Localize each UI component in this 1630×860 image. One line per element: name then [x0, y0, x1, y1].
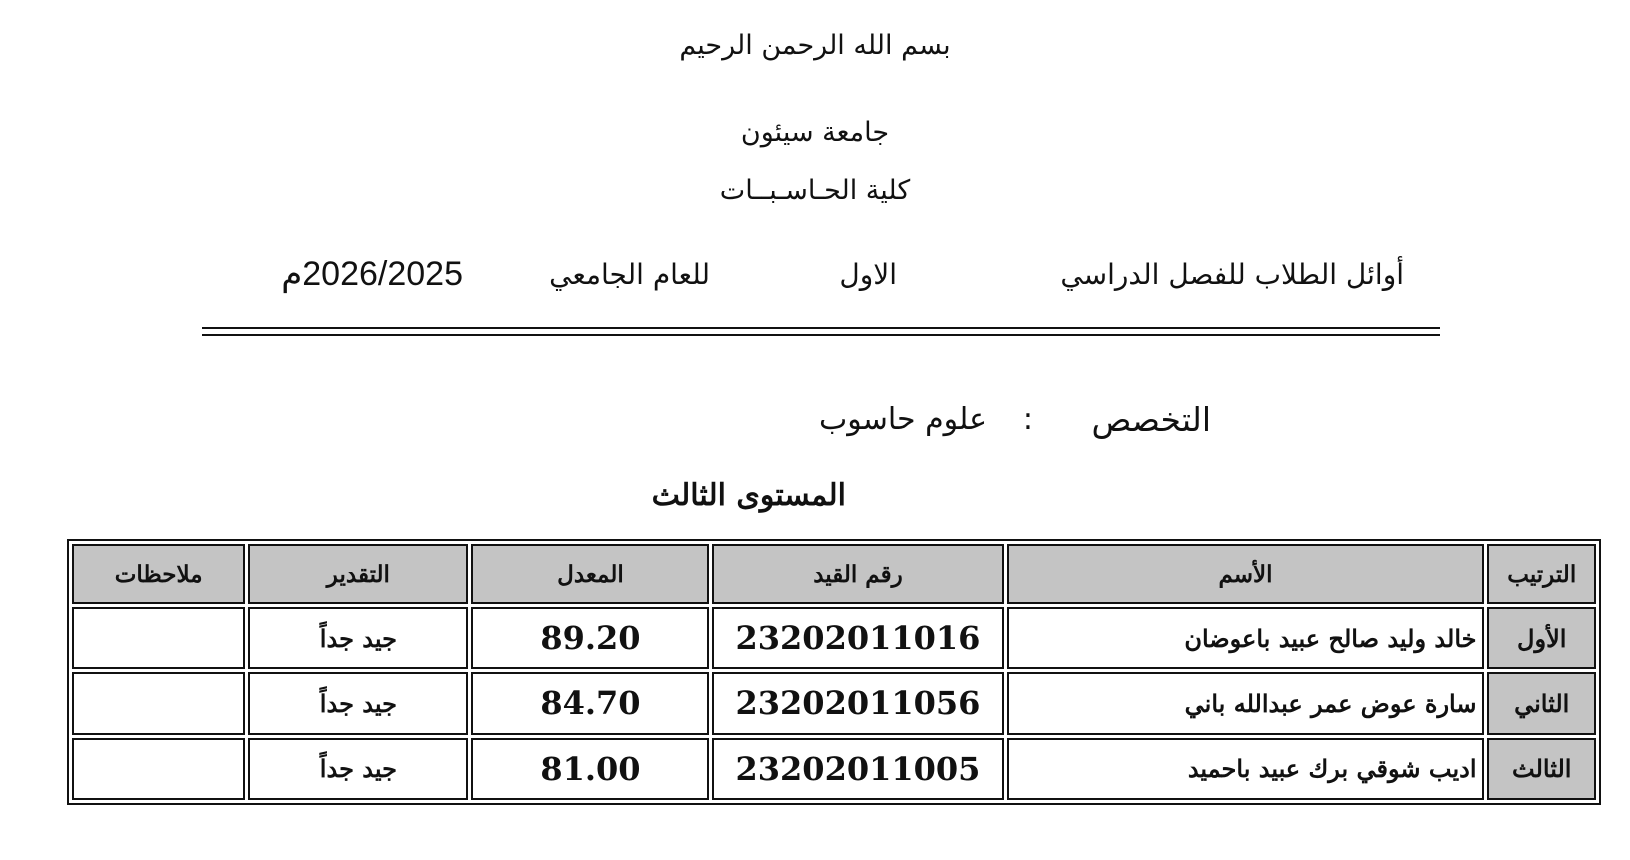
cell-grade: جيد جداً	[248, 672, 468, 734]
specialization-separator: :	[1022, 402, 1033, 437]
cell-notes	[72, 672, 245, 734]
university-name: جامعة سيئون	[740, 117, 890, 148]
header-name: الأسم	[1007, 544, 1485, 604]
cell-reg-no: 23202011056	[712, 672, 1003, 734]
level-title: المستوى الثالث	[651, 478, 846, 513]
header-reg-no: رقم القيد	[712, 544, 1003, 604]
cell-gpa: 89.20	[471, 607, 709, 669]
table-row	[72, 607, 1596, 669]
top-students-table	[67, 539, 1601, 805]
header-grade: التقدير	[248, 544, 468, 604]
cell-rank: الأول	[1487, 607, 1596, 669]
header-notes: ملاحظات	[72, 544, 245, 604]
table-row	[72, 738, 1596, 800]
cell-gpa: 84.70	[471, 672, 709, 734]
header-gpa: المعدل	[471, 544, 709, 604]
semester-value: الاول	[839, 258, 897, 291]
specialization-value: علوم حاسوب	[818, 402, 987, 437]
table-header-row	[72, 544, 1596, 604]
academic-year-value: 2026/2025م	[281, 255, 463, 293]
cell-notes	[72, 738, 245, 800]
cell-gpa: 81.00	[471, 738, 709, 800]
double-rule-bottom	[202, 334, 1440, 336]
basmala: بسم الله الرحمن الرحيم	[679, 30, 951, 61]
cell-rank: الثاني	[1487, 672, 1596, 734]
header-rank: الترتيب	[1487, 544, 1596, 604]
cell-grade: جيد جداً	[248, 738, 468, 800]
faculty-name: كلية الحـاسـبــات	[719, 175, 911, 206]
cell-name: اديب شوقي برك عبيد باحميد	[1007, 738, 1485, 800]
cell-name: سارة عوض عمر عبدالله باني	[1007, 672, 1485, 734]
cell-notes	[72, 607, 245, 669]
specialization-label: التخصص	[1091, 400, 1211, 439]
cell-name: خالد وليد صالح عبيد باعوضان	[1007, 607, 1485, 669]
academic-year-label: للعام الجامعي	[549, 258, 710, 291]
cell-reg-no: 23202011005	[712, 738, 1003, 800]
double-rule-top	[202, 327, 1440, 329]
semester-label: أوائل الطلاب للفصل الدراسي	[1060, 258, 1404, 291]
cell-grade: جيد جداً	[248, 607, 468, 669]
table-row	[72, 672, 1596, 734]
cell-reg-no: 23202011016	[712, 607, 1003, 669]
cell-rank: الثالث	[1487, 738, 1596, 800]
